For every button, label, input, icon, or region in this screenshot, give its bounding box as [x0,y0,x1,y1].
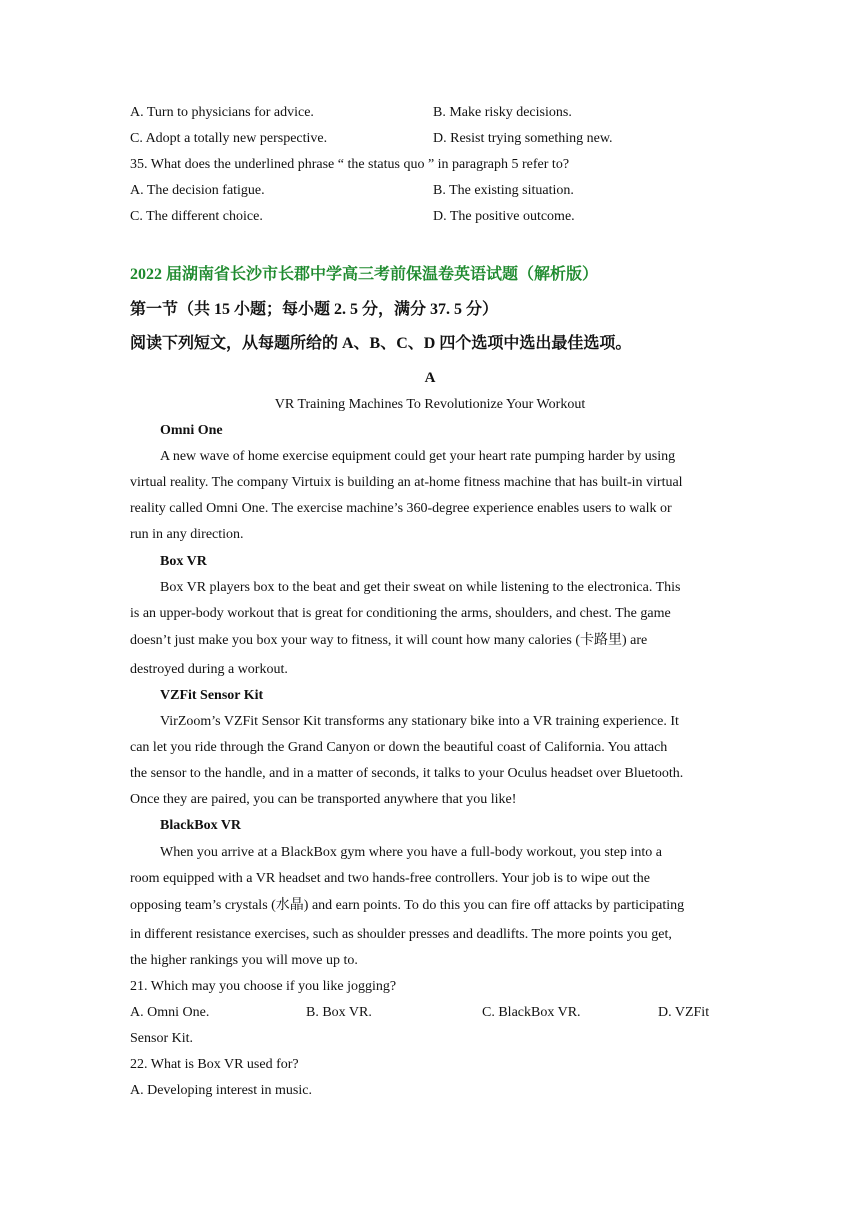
paragraph-line: in different resistance exercises, such as shoulder presses and deadlifts. The more points you get, [130,927,672,942]
q35-question: 35. What does the underlined phrase “ the status quo ” in paragraph 5 refer to? [130,157,570,172]
item-heading-omni-one: Omni One [160,423,223,438]
paragraph-line: Box VR players box to the beat and get their sweat on while listening to the electronica. This [160,580,681,595]
q21-option-d-wrap: Sensor Kit. [130,1031,193,1046]
q35-option-d: D. The positive outcome. [433,209,575,224]
q22-option-a: A. Developing interest in music. [130,1083,312,1098]
item-heading-vzfit: VZFit Sensor Kit [160,688,264,703]
passage-title: VR Training Machines To Revolutionize Your Workout [274,397,586,412]
q34-option-a: A. Turn to physicians for advice. [130,105,314,120]
paragraph-line: When you arrive at a BlackBox gym where you have a full-body workout, you step into a [160,845,662,860]
q34-option-b: B. Make risky decisions. [433,105,572,120]
q35-option-b: B. The existing situation. [433,183,574,198]
paragraph-line: run in any direction. [130,527,244,542]
q35-option-c: C. The different choice. [130,209,263,224]
passage-letter: A [424,370,436,386]
q21-option-a: A. Omni One. [130,1005,210,1020]
q21-option-b: B. Box VR. [306,1005,372,1020]
q21-question: 21. Which may you choose if you like jogging? [130,979,397,994]
item-heading-box-vr: Box VR [160,554,207,569]
section-instruction: 阅读下列短文，从每题所给的 A、B、C、D 四个选项中选出最佳选项。 [130,335,632,352]
paragraph-line: opposing team’s crystals (水晶) and earn points. To do this you can fire off attacks by participating [130,898,685,913]
paragraph-line: Once they are paired, you can be transported anywhere that you like! [130,792,517,807]
q35-option-a: A. The decision fatigue. [130,183,265,198]
q22-question: 22. What is Box VR used for? [130,1057,299,1072]
paragraph-line: destroyed during a workout. [130,662,288,677]
paragraph-line: virtual reality. The company Virtuix is building an at-home fitness machine that has built-in virtual [130,475,683,490]
q21-option-c: C. BlackBox VR. [482,1005,581,1020]
paragraph-line: room equipped with a VR headset and two hands-free controllers. Your job is to wipe out the [130,871,650,886]
paragraph-line: can let you ride through the Grand Canyon or down the beautiful coast of California. You attach [130,740,668,755]
paragraph-line: the higher rankings you will move up to. [130,953,358,968]
paragraph-line: A new wave of home exercise equipment could get your heart rate pumping harder by using [160,449,676,464]
paragraph-line: is an upper-body workout that is great for conditioning the arms, shoulders, and chest. The game [130,606,671,621]
item-heading-blackbox-vr: BlackBox VR [160,818,242,833]
q34-option-c: C. Adopt a totally new perspective. [130,131,328,146]
paragraph-line: doesn’t just make you box your way to fitness, it will count how many calories (卡路里) are [130,633,648,648]
q21-option-d: D. VZFit [658,1005,710,1020]
paragraph-line: VirZoom’s VZFit Sensor Kit transforms any stationary bike into a VR training experience. It [160,714,679,729]
exam-title: 2022 届湖南省长沙市长郡中学高三考前保温卷英语试题（解析版） [130,266,599,283]
q34-option-d: D. Resist trying something new. [433,131,613,146]
paragraph-line: the sensor to the handle, and in a matter of seconds, it talks to your Oculus headset over Bluetooth. [130,766,684,781]
section-heading: 第一节（共 15 小题；每小题 2. 5 分，满分 37. 5 分） [130,301,499,318]
paragraph-line: reality called Omni One. The exercise machine’s 360-degree experience enables users to walk or [130,501,672,516]
